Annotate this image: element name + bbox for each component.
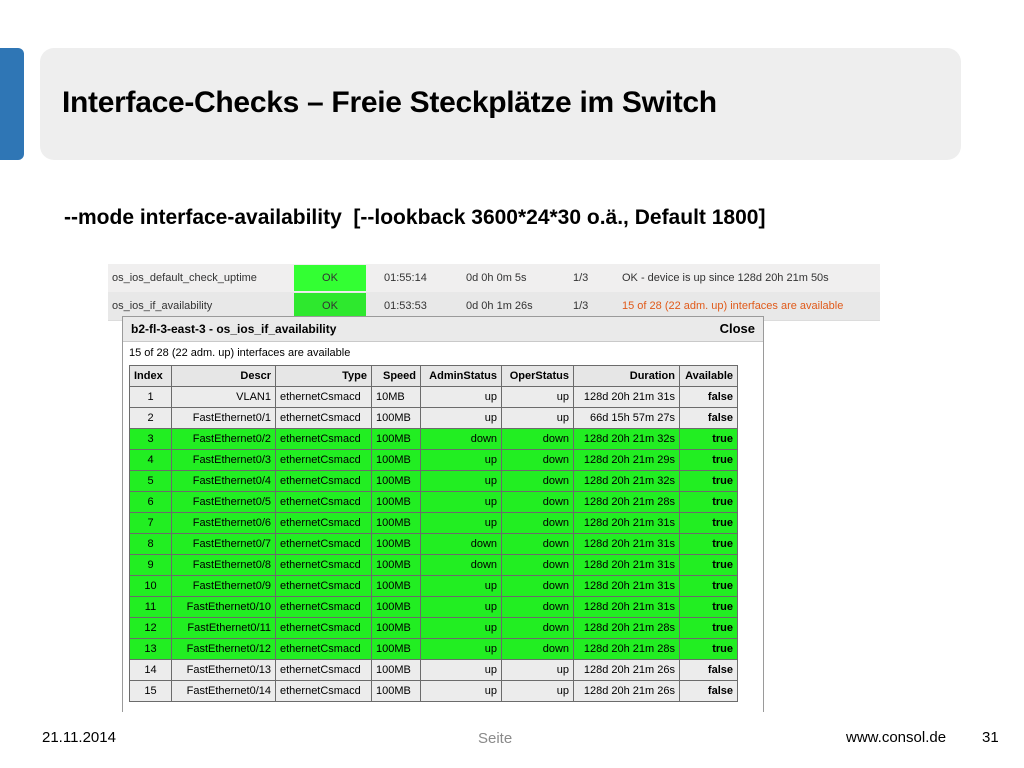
type-cell: ethernetCsmacd [276,639,372,660]
duration-cell: 128d 20h 21m 31s [574,555,680,576]
index-cell: 6 [130,492,172,513]
col-header-type[interactable]: Type [276,366,372,387]
footer-seite-label: Seite [478,730,513,747]
speed-cell: 100MB [372,534,421,555]
available-cell: false [680,660,738,681]
type-cell: ethernetCsmacd [276,492,372,513]
index-cell: 15 [130,681,172,702]
popup-title: b2-fl-3-east-3 - os_ios_if_availability [131,322,337,336]
table-row[interactable] [130,513,738,534]
oper-status-cell: down [502,471,574,492]
duration-cell: 128d 20h 21m 31s [574,534,680,555]
descr-cell: FastEthernet0/14 [172,681,276,702]
type-cell: ethernetCsmacd [276,429,372,450]
oper-status-cell: down [502,576,574,597]
admin-status-cell: up [421,492,502,513]
duration-cell: 128d 20h 21m 26s [574,681,680,702]
admin-status-cell: up [421,618,502,639]
service-row[interactable] [108,264,880,293]
descr-cell: VLAN1 [172,387,276,408]
admin-status-cell: down [421,555,502,576]
table-header-row [130,366,738,387]
type-cell: ethernetCsmacd [276,450,372,471]
descr-cell: FastEthernet0/13 [172,660,276,681]
service-name[interactable]: os_ios_if_availability [112,300,213,312]
available-cell: false [680,408,738,429]
col-header-descr[interactable]: Descr [172,366,276,387]
oper-status-cell: down [502,534,574,555]
available-cell: true [680,534,738,555]
interface-table [129,365,738,702]
type-cell: ethernetCsmacd [276,597,372,618]
popup-header [123,317,763,342]
oper-status-cell: down [502,492,574,513]
speed-cell: 100MB [372,681,421,702]
descr-cell: FastEthernet0/7 [172,534,276,555]
admin-status-cell: up [421,681,502,702]
available-cell: true [680,555,738,576]
duration-cell: 128d 20h 21m 29s [574,450,680,471]
available-cell: true [680,639,738,660]
admin-status-cell: up [421,639,502,660]
index-cell: 9 [130,555,172,576]
table-row[interactable] [130,681,738,702]
oper-status-cell: down [502,555,574,576]
type-cell: ethernetCsmacd [276,513,372,534]
oper-status-cell: down [502,639,574,660]
duration-cell: 128d 20h 21m 28s [574,492,680,513]
available-cell: true [680,597,738,618]
speed-cell: 100MB [372,492,421,513]
available-cell: true [680,576,738,597]
index-cell: 13 [130,639,172,660]
index-cell: 3 [130,429,172,450]
admin-status-cell: up [421,408,502,429]
duration-cell: 128d 20h 21m 31s [574,576,680,597]
oper-status-cell: up [502,660,574,681]
speed-cell: 100MB [372,471,421,492]
descr-cell: FastEthernet0/11 [172,618,276,639]
close-button[interactable]: Close [719,321,755,336]
table-row[interactable] [130,450,738,471]
slide-subtitle: --mode interface-availability [--lookback 3600*24*30 o.ä., Default 1800] [64,206,766,229]
type-cell: ethernetCsmacd [276,471,372,492]
duration-cell: 66d 15h 57m 27s [574,408,680,429]
table-row[interactable] [130,555,738,576]
index-cell: 8 [130,534,172,555]
table-row[interactable] [130,660,738,681]
admin-status-cell: down [421,534,502,555]
table-row[interactable] [130,597,738,618]
speed-cell: 100MB [372,639,421,660]
screenshot-panel [97,262,881,712]
status-badge: OK [294,265,366,291]
table-row[interactable] [130,534,738,555]
duration-cell: 128d 20h 21m 31s [574,597,680,618]
oper-status-cell: up [502,681,574,702]
descr-cell: FastEthernet0/6 [172,513,276,534]
index-cell: 2 [130,408,172,429]
type-cell: ethernetCsmacd [276,408,372,429]
table-row[interactable] [130,618,738,639]
admin-status-cell: up [421,513,502,534]
available-cell: true [680,492,738,513]
available-cell: true [680,450,738,471]
duration-cell: 128d 20h 21m 26s [574,660,680,681]
last-check: 01:55:14 [384,272,427,284]
duration: 0d 0h 0m 5s [466,272,527,284]
available-cell: true [680,429,738,450]
index-cell: 14 [130,660,172,681]
speed-cell: 100MB [372,408,421,429]
type-cell: ethernetCsmacd [276,681,372,702]
duration-cell: 128d 20h 21m 31s [574,513,680,534]
descr-cell: FastEthernet0/9 [172,576,276,597]
admin-status-cell: up [421,387,502,408]
speed-cell: 100MB [372,429,421,450]
duration-cell: 128d 20h 21m 28s [574,639,680,660]
type-cell: ethernetCsmacd [276,618,372,639]
oper-status-cell: down [502,513,574,534]
duration: 0d 0h 1m 26s [466,300,533,312]
table-row[interactable] [130,471,738,492]
oper-status-cell: down [502,429,574,450]
table-row[interactable] [130,387,738,408]
popup-summary: 15 of 28 (22 adm. up) interfaces are available [129,347,351,359]
admin-status-cell: up [421,597,502,618]
col-header-adminstatus[interactable]: AdminStatus [421,366,502,387]
status-info: 15 of 28 (22 adm. up) interfaces are available [622,300,844,312]
duration-cell: 128d 20h 21m 32s [574,429,680,450]
index-cell: 4 [130,450,172,471]
speed-cell: 100MB [372,555,421,576]
admin-status-cell: up [421,450,502,471]
oper-status-cell: up [502,408,574,429]
status-badge: OK [294,293,366,319]
footer-url[interactable]: www.consol.de [846,729,947,746]
admin-status-cell: down [421,429,502,450]
details-popup [122,316,764,712]
table-row[interactable] [130,492,738,513]
descr-cell: FastEthernet0/10 [172,597,276,618]
speed-cell: 100MB [372,618,421,639]
footer-date: 21.11.2014 [42,729,116,746]
descr-cell: FastEthernet0/1 [172,408,276,429]
type-cell: ethernetCsmacd [276,576,372,597]
col-header-available[interactable]: Available [680,366,738,387]
col-header-speed[interactable]: Speed [372,366,421,387]
table-row[interactable] [130,429,738,450]
oper-status-cell: down [502,618,574,639]
available-cell: true [680,471,738,492]
attempt: 1/3 [573,300,589,312]
available-cell: false [680,387,738,408]
descr-cell: FastEthernet0/3 [172,450,276,471]
status-info: OK - device is up since 128d 20h 21m 50s [622,272,829,284]
speed-cell: 100MB [372,576,421,597]
descr-cell: FastEthernet0/12 [172,639,276,660]
duration-cell: 128d 20h 21m 32s [574,471,680,492]
type-cell: ethernetCsmacd [276,660,372,681]
speed-cell: 10MB [372,387,421,408]
index-cell: 1 [130,387,172,408]
oper-status-cell: down [502,450,574,471]
descr-cell: FastEthernet0/8 [172,555,276,576]
table-row[interactable] [130,576,738,597]
duration-cell: 128d 20h 21m 28s [574,618,680,639]
index-cell: 7 [130,513,172,534]
col-header-index[interactable]: Index [130,366,172,387]
available-cell: true [680,513,738,534]
type-cell: ethernetCsmacd [276,555,372,576]
type-cell: ethernetCsmacd [276,534,372,555]
admin-status-cell: up [421,576,502,597]
descr-cell: FastEthernet0/5 [172,492,276,513]
attempt: 1/3 [573,272,589,284]
accent-bar [0,48,24,160]
index-cell: 10 [130,576,172,597]
admin-status-cell: up [421,660,502,681]
duration-cell: 128d 20h 21m 31s [574,387,680,408]
admin-status-cell: up [421,471,502,492]
table-row[interactable] [130,408,738,429]
speed-cell: 100MB [372,660,421,681]
oper-status-cell: down [502,597,574,618]
index-cell: 11 [130,597,172,618]
col-header-operstatus[interactable]: OperStatus [502,366,574,387]
speed-cell: 100MB [372,597,421,618]
index-cell: 12 [130,618,172,639]
slide-title: Interface-Checks – Freie Steckplätze im Switch [62,86,717,119]
last-check: 01:53:53 [384,300,427,312]
descr-cell: FastEthernet0/4 [172,471,276,492]
table-row[interactable] [130,639,738,660]
page-number: 31 [982,729,999,746]
oper-status-cell: up [502,387,574,408]
col-header-duration[interactable]: Duration [574,366,680,387]
speed-cell: 100MB [372,450,421,471]
available-cell: false [680,681,738,702]
service-name[interactable]: os_ios_default_check_uptime [112,272,257,284]
available-cell: true [680,618,738,639]
speed-cell: 100MB [372,513,421,534]
index-cell: 5 [130,471,172,492]
type-cell: ethernetCsmacd [276,387,372,408]
descr-cell: FastEthernet0/2 [172,429,276,450]
